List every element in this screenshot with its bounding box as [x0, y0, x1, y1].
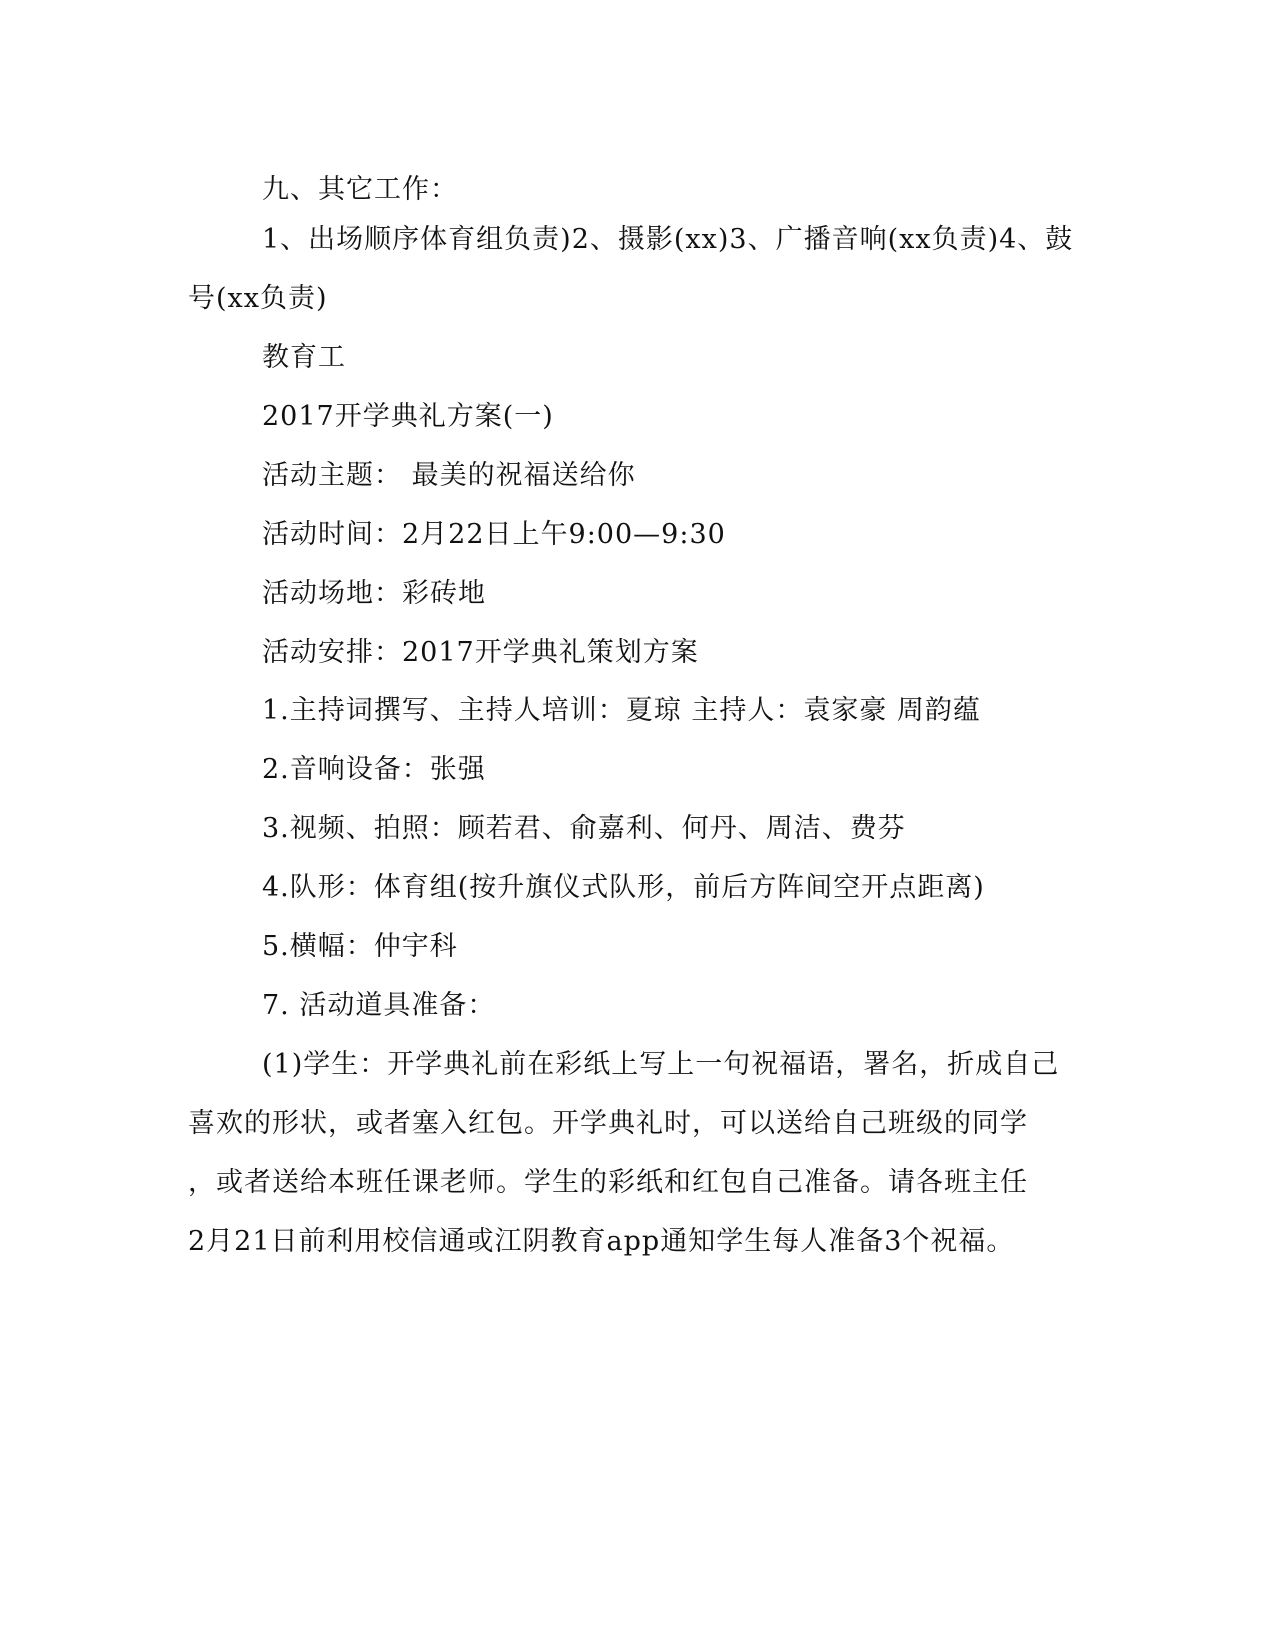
- section-heading-other-work: 九、其它工作：: [262, 174, 458, 205]
- plan-title: 2017开学典礼方案(一): [262, 401, 554, 432]
- activity-arrangement: 活动安排：2017开学典礼策划方案: [262, 637, 699, 668]
- paragraph-education: 教育工: [262, 342, 346, 373]
- paragraph-other-work-items: 1、出场顺序体育组负责)2、摄影(xx)3、广播音响(xx负责)4、鼓: [262, 224, 1074, 255]
- list-item-banner: 5.横幅：仲宇科: [262, 931, 458, 962]
- list-item-video-photo: 3.视频、拍照：顾若君、俞嘉利、何丹、周洁、费芬: [262, 813, 906, 844]
- list-item-props: 7. 活动道具准备：: [262, 990, 496, 1021]
- paragraph-students-cont-1: 喜欢的形状，或者塞入红包。开学典礼时，可以送给自己班级的同学: [188, 1108, 1028, 1139]
- list-item-audio: 2.音响设备：张强: [262, 754, 486, 785]
- paragraph-students-cont-2: ，或者送给本班任课老师。学生的彩纸和红包自己准备。请各班主任: [188, 1167, 1028, 1198]
- paragraph-students: (1)学生：开学典礼前在彩纸上写上一句祝福语，署名，折成自己: [262, 1049, 1060, 1080]
- activity-time: 活动时间：2月22日上午9:00—9:30: [262, 519, 726, 550]
- list-item-host: 1.主持词撰写、主持人培训：夏琼 主持人：袁家豪 周韵蕴: [262, 695, 981, 726]
- activity-venue: 活动场地：彩砖地: [262, 578, 486, 609]
- paragraph-students-cont-3: 2月21日前利用校信通或江阴教育app通知学生每人准备3个祝福。: [188, 1226, 1015, 1257]
- paragraph-other-work-items-cont: 号(xx负责): [188, 283, 328, 314]
- list-item-formation: 4.队形：体育组(按升旗仪式队形，前后方阵间空开点距离): [262, 872, 985, 903]
- activity-theme: 活动主题： 最美的祝福送给你: [262, 460, 636, 491]
